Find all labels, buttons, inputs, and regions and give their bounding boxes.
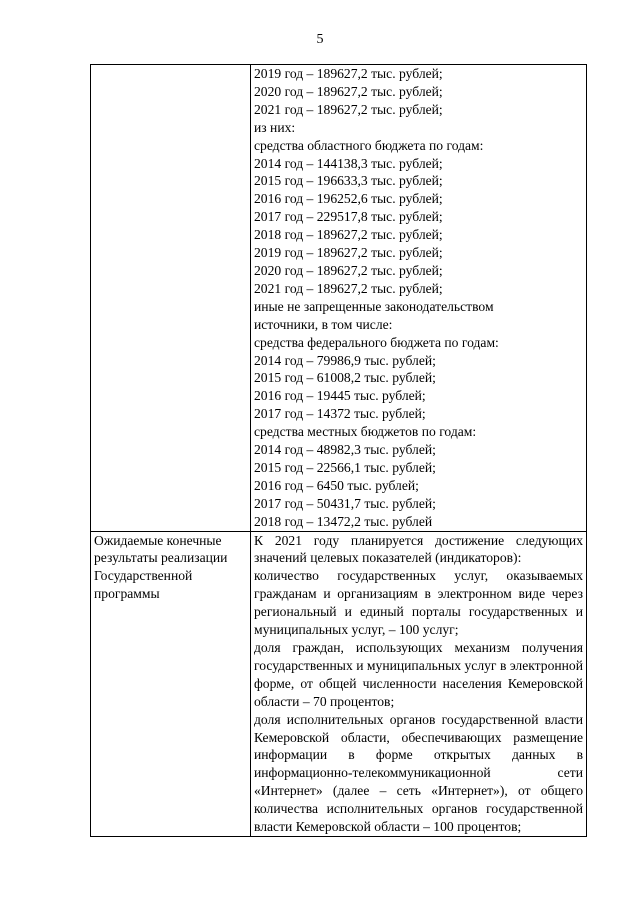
table-row-funding: [91, 65, 587, 532]
funding-line: средства федерального бюджета по годам:: [254, 334, 499, 350]
result-paragraph: количество государственных услуг, оказываемых гражданам и организациям в электронном виде через региональный и единый порталы государственных и муниципальных услуг, – 100 услуг;: [254, 568, 583, 638]
funding-line: 2015 год – 61008,2 тыс. рублей;: [254, 370, 436, 386]
row-label-funding: [91, 65, 251, 532]
funding-line: 2019 год – 189627,2 тыс. рублей;: [254, 66, 443, 81]
funding-lines: [254, 65, 583, 531]
funding-line: средства местных бюджетов по годам:: [254, 424, 477, 440]
funding-line: 2014 год – 48982,3 тыс. рублей;: [254, 442, 436, 458]
results-details-cell: [251, 531, 587, 836]
funding-line: 2021 год – 189627,2 тыс. рублей;: [254, 280, 443, 296]
funding-line: 2018 год – 189627,2 тыс. рублей;: [254, 227, 443, 243]
funding-line: 2021 год – 189627,2 тыс. рублей;: [254, 101, 443, 117]
result-paragraph: доля граждан, использующих механизм получения государственных и муниципальных услуг в электронной форме, от общей численности населения Кемеровской области – 70 процентов;: [254, 640, 583, 709]
funding-line: 2016 год – 19445 тыс. рублей;: [254, 388, 426, 404]
funding-line: 2019 год – 189627,2 тыс. рублей;: [254, 245, 443, 261]
funding-line: из них:: [254, 119, 296, 135]
funding-details-cell: [251, 65, 587, 532]
page-number: 5: [316, 32, 324, 47]
program-passport-table: [90, 64, 587, 837]
result-paragraph: К 2021 году планируется достижение следующих значений целевых показателей (индикаторов):: [254, 532, 583, 566]
results-paragraphs: [254, 532, 583, 836]
funding-line: 2016 год – 196252,6 тыс. рублей;: [254, 191, 443, 207]
result-paragraph: доля исполнительных органов государственной власти Кемеровской области, обеспечивающих размещение информации в форме открытых данных в информационно-телекоммуникационной сети «Интернет» (далее – сеть «Интернет»), от общего количества исполнительных органов государственной власти Кемеровской области – 100 процентов;: [254, 711, 583, 835]
funding-line: средства областного бюджета по годам:: [254, 137, 484, 153]
funding-line: 2018 год – 13472,2 тыс. рублей: [254, 513, 433, 529]
funding-line: 2015 год – 22566,1 тыс. рублей;: [254, 459, 436, 475]
funding-line: 2014 год – 79986,9 тыс. рублей;: [254, 352, 436, 368]
row-label-results: Ожидаемые конечные результаты реализации Государственной программы: [91, 531, 251, 836]
funding-line: источники, в том числе:: [254, 316, 393, 332]
funding-line: 2015 год – 196633,3 тыс. рублей;: [254, 173, 443, 189]
funding-line: 2014 год – 144138,3 тыс. рублей;: [254, 155, 443, 171]
funding-line: иные не запрещенные законодательством: [254, 298, 494, 314]
table-row-results: [91, 531, 587, 836]
funding-line: 2020 год – 189627,2 тыс. рублей;: [254, 262, 443, 278]
funding-line: 2020 год – 189627,2 тыс. рублей;: [254, 83, 443, 99]
funding-line: 2017 год – 14372 тыс. рублей;: [254, 406, 426, 422]
funding-line: 2016 год – 6450 тыс. рублей;: [254, 477, 419, 493]
funding-line: 2017 год – 50431,7 тыс. рублей;: [254, 495, 436, 511]
funding-line: 2017 год – 229517,8 тыс. рублей;: [254, 209, 443, 225]
